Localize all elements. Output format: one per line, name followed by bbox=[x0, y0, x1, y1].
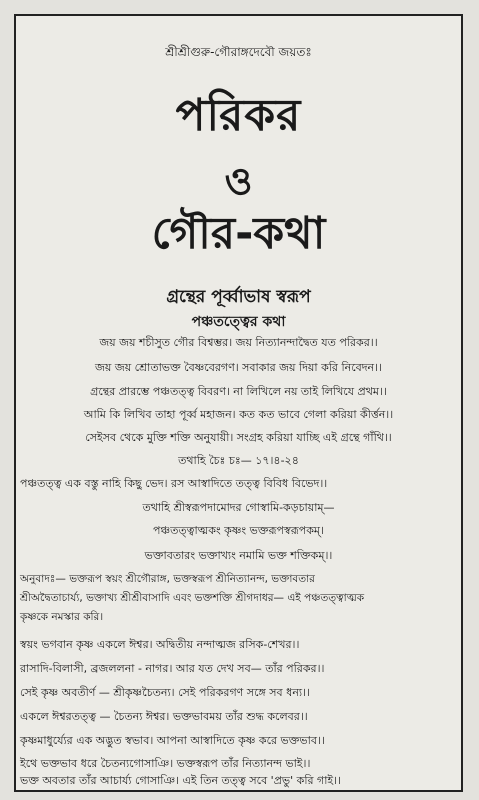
translation-line: শ্রীঅদ্বৈতাচার্য্য, ভক্তাখ্য শ্রীশ্রীবাসাদি এবং ভক্তশক্তি শ্রীগদাধর— এই পঞ্চতত্ত্বাত্মক bbox=[20, 592, 365, 604]
sanskrit-intro: তথাহি শ্রীস্বরূপদামোদর গোস্বামি-কড়চায়াম্— bbox=[142, 501, 335, 514]
reference-line: তথাহি চৈঃ চঃ— ১৭।৪-২৪ bbox=[178, 454, 299, 467]
title-line-2: গৌর-কথা bbox=[151, 208, 326, 259]
verse-line: জয় জয় শ্রোতাভক্ত বৈষ্ণবেরগণ। সবাকার জয় দিয়া করি নিবেদন।। bbox=[95, 361, 382, 374]
verse-line: জয় জয় শচীসুত গৌর বিশ্বম্ভর। জয় নিত্যানন্দাদ্বৈত যত পরিকর।। bbox=[99, 336, 378, 349]
page-border bbox=[14, 14, 463, 792]
verse-line: রাসাদি-বিলাসী, ব্রজললনা - নাগর। আর যত দেখ সব— তাঁর পরিকর।। bbox=[20, 662, 325, 675]
title-connector: ও bbox=[224, 159, 253, 203]
verse-line: কৃষ্ণমাধুর্য্যের এক অদ্ভুত স্বভাব। আপনা আস্বাদিতে কৃষ্ণ করে ভক্তভাব।। bbox=[20, 734, 325, 747]
verse-line: স্বয়ং ভগবান কৃষ্ণ একলে ঈশ্বর। অদ্বিতীয় নন্দাত্মজ রসিক-শেখর।। bbox=[20, 638, 300, 651]
verse-line: সেইসব থেকে মুক্তি শক্তি অনুযায়ী। সংগ্রহ করিয়া যাচ্ছি এই গ্রন্থে গাঁথি।। bbox=[85, 431, 392, 444]
invocation-line: শ্রীশ্রীগুরু-গৌরাঙ্গদেবৌ জয়তঃ bbox=[165, 45, 312, 59]
verse-line: ইথে ভক্তভাব ধরে চৈতন্যগোসাঞি। ভক্তস্বরূপ তাঁর নিত্যানন্দ ভাই।। bbox=[20, 757, 311, 770]
translation-line: অনুবাদঃ— ভক্তরূপ স্বয়ং শ্রীগৌরাঙ্গ, ভক্তস্বরূপ শ্রীনিত্যানন্দ, ভক্তাবতার bbox=[20, 573, 315, 585]
sanskrit-line: পঞ্চতত্ত্বাত্মকং কৃষ্ণং ভক্তরূপস্বরূপকম্। bbox=[153, 524, 324, 537]
sanskrit-line: ভক্তাবতারং ভক্তাখ্যং নমামি ভক্ত শক্তিকম্।। bbox=[144, 549, 333, 562]
verse-line: একলে ঈশ্বরতত্ত্ব — চৈতন্য ঈশ্বর। ভক্তভাবময় তাঁর শুদ্ধ কলেবর।। bbox=[20, 710, 308, 723]
verse-line: পঞ্চতত্ত্ব এক বস্তু নাহি কিছু ভেদ। রস আস্বাদিতে তত্ত্ব বিবিধ বিভেদ।। bbox=[20, 477, 328, 490]
verse-line: ভক্ত অবতার তাঁর আচার্য্য গোসাঞি। এই তিন তত্ত্ব সবে 'প্রভু' করি গাই।। bbox=[20, 774, 342, 787]
verse-line: গ্রন্থের প্রারম্ভে পঞ্চতত্ত্ব বিবরণ। না লিখিলে নয় তাই লিখিযে প্রথম।। bbox=[90, 385, 387, 398]
subtitle: গ্রন্থের পূর্ব্বাভাষ স্বরূপ bbox=[166, 287, 311, 307]
translation-line: কৃষ্ণকে নমস্কার করি। bbox=[20, 611, 104, 623]
verse-line: আমি কি লিখিব তাহা পূর্ব্ব মহাজন। কত কত ভাবে গেলা করিয়া কীর্ত্তন।। bbox=[83, 408, 394, 421]
title-line-1: পরিকর bbox=[175, 90, 302, 141]
section-title: পঞ্চতত্ত্বের কথা bbox=[191, 314, 286, 330]
verse-line: সেই কৃষ্ণ অবতীর্ণ — শ্রীকৃষ্ণচৈতন্য। সেই পরিকরগণ সঙ্গে সব ধন্য।। bbox=[20, 686, 310, 699]
